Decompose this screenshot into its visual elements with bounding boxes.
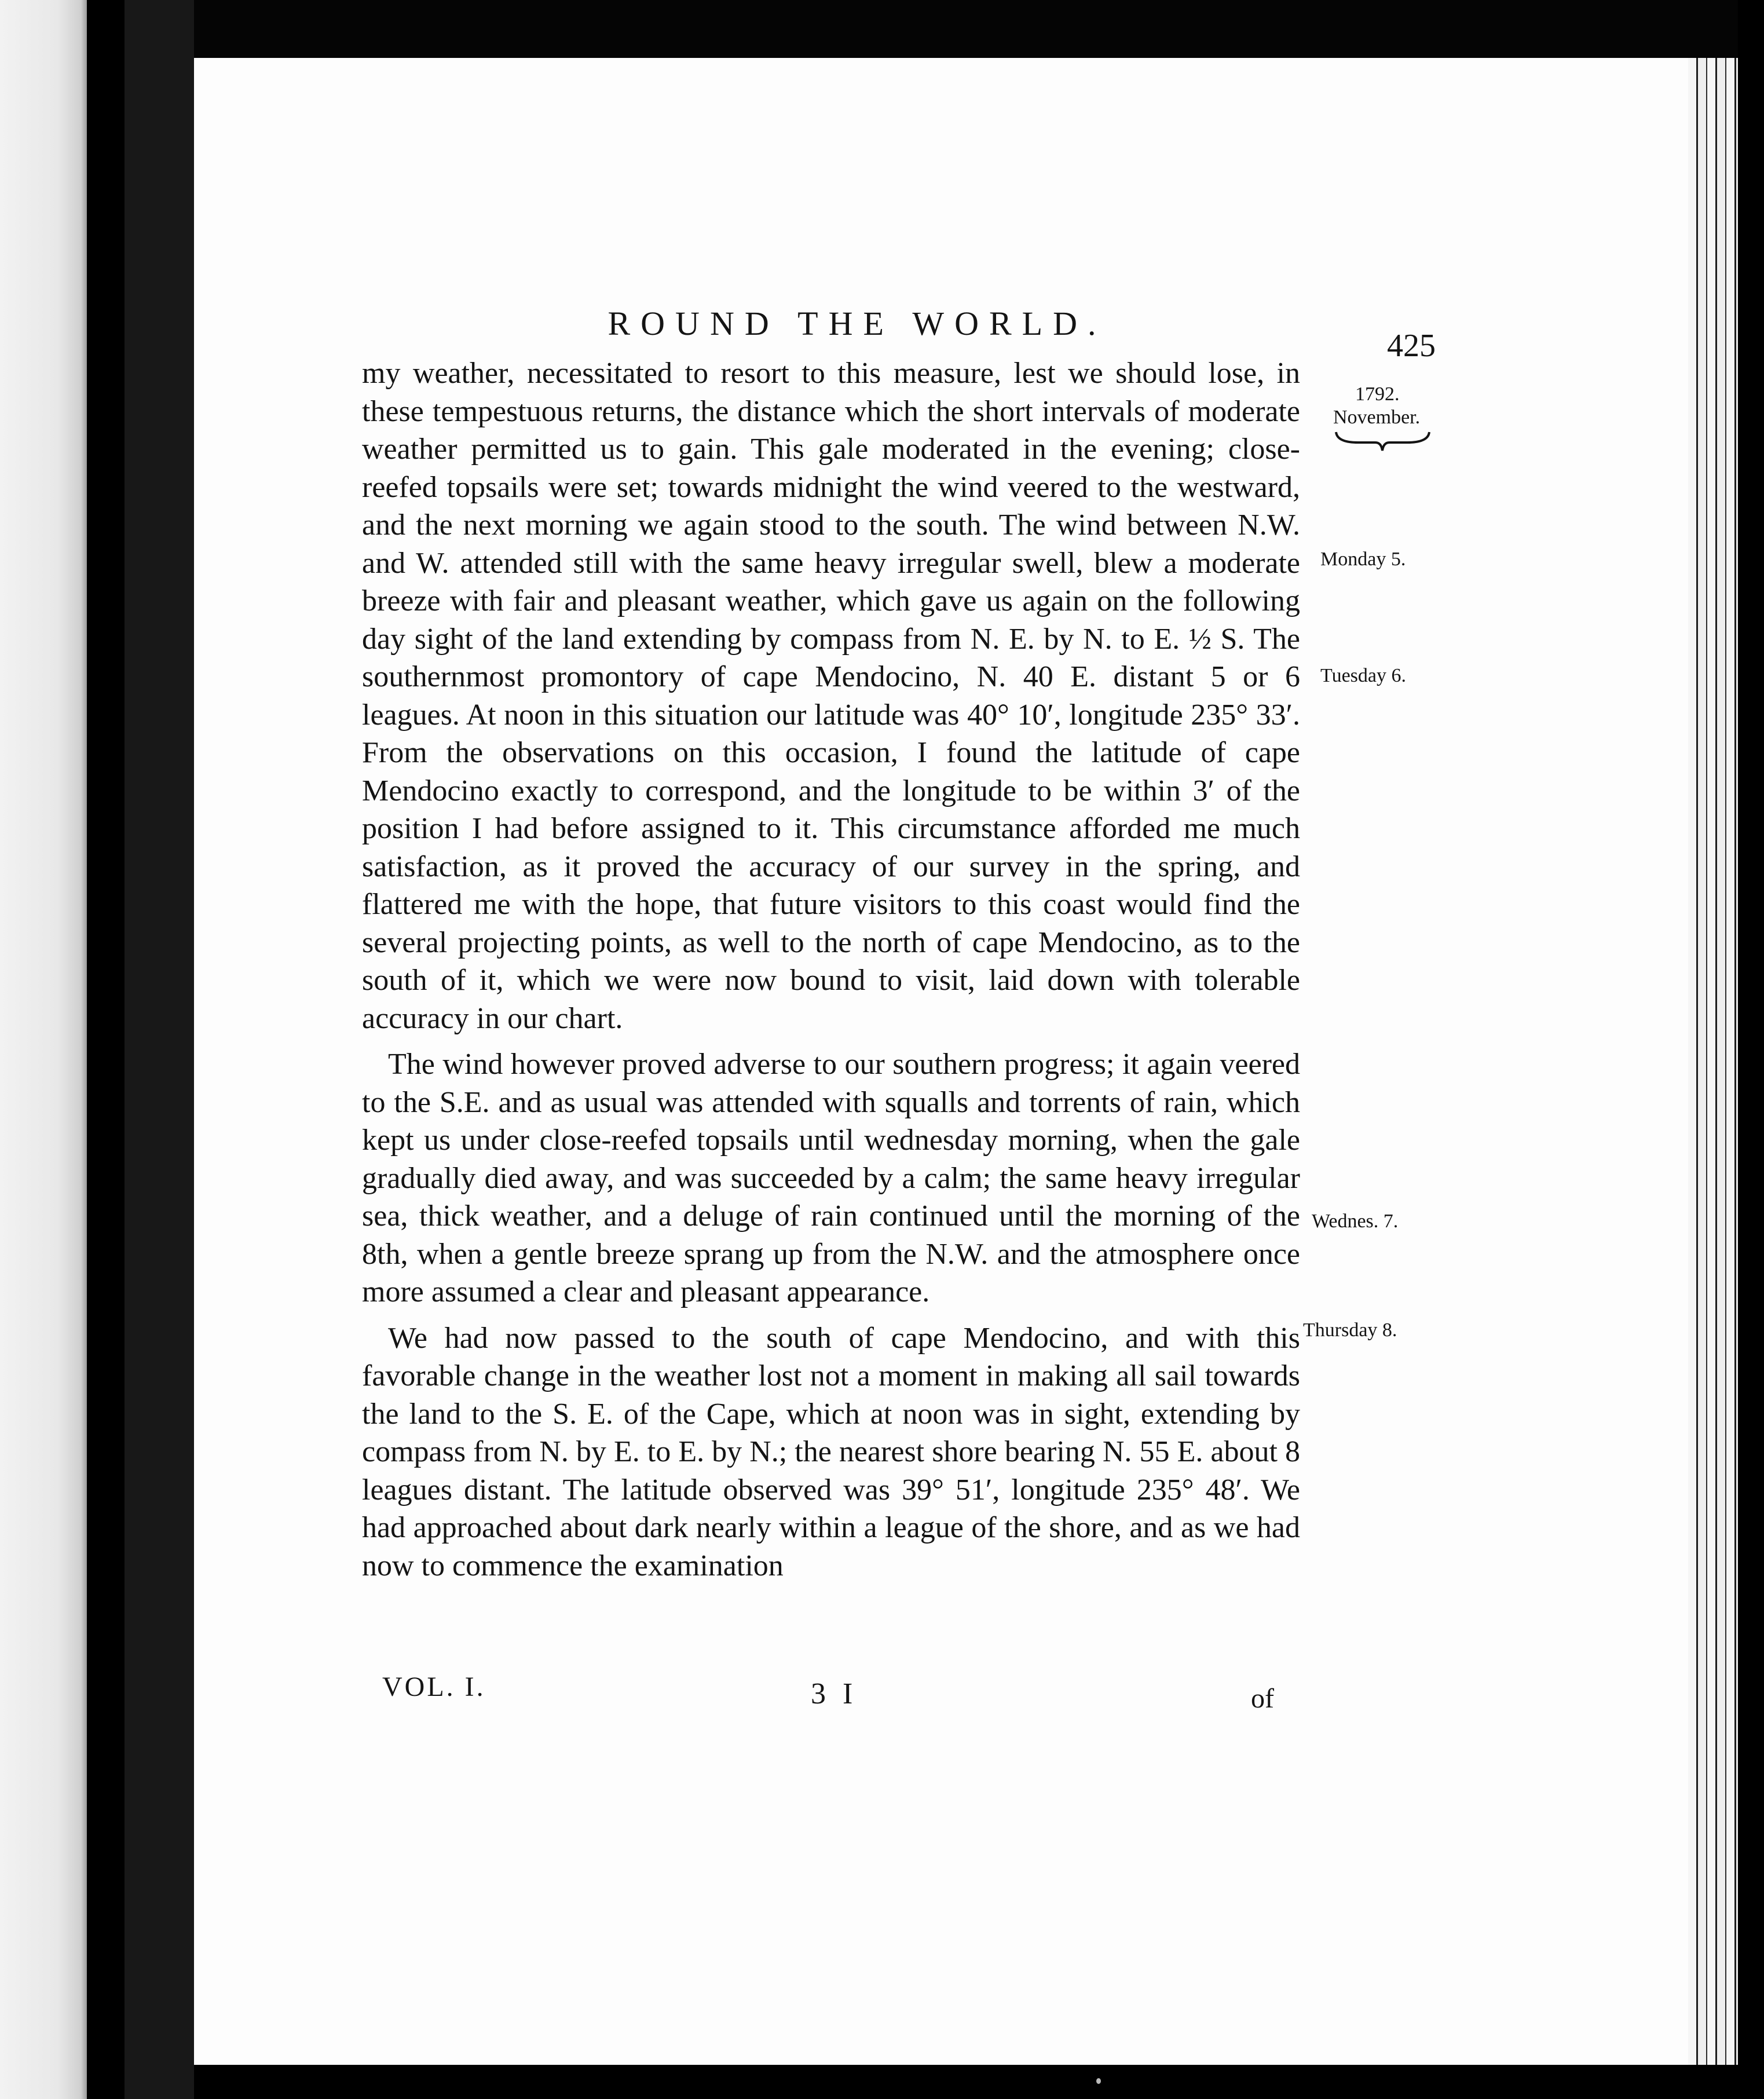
left-page-stack [0,0,87,2099]
margin-tuesday: Tuesday 6. [1320,665,1406,686]
binding-shadow [125,0,194,2099]
brace-icon [1335,430,1430,453]
margin-thursday: Thursday 8. [1303,1319,1397,1341]
body-text [362,354,1300,1585]
page-edges [1688,58,1738,2065]
margin-wednesday: Wednes. 7. [1312,1211,1399,1232]
paragraph-3: We had now passed to the south of cape Mendocino, and with this favorable change in the weather lost not a moment in making all sail towards the land to the S. E. of the Cape, which at noon was in sight, extending by compass from N. by E. to E. by N.; the nearest shore bearing N. 55 E. about 8 leagues distant. The latitude observed was 39° 51′, longitude 235° 48′. We had approached about dark nearly within a league of the shore, and as we had now to commence the examination [362,1321,1300,1582]
volume-mark: VOL. I. [382,1672,486,1702]
running-head: ROUND THE WORLD. [607,305,1107,342]
margin-year: 1792. [1355,383,1400,405]
scan-speck [1096,2078,1101,2084]
catchword: of [1251,1683,1274,1714]
signature-mark: 3 I [811,1677,858,1710]
margin-monday: Monday 5. [1320,548,1406,570]
page-number: 425 [1387,328,1436,364]
paragraph-1: my weather, necessitated to resort to this measure, lest we should lose, in these tempestuous returns, the distance which the short intervals of moderate weather permitted us to gain. This gale moderated in the evening; close-reefed topsails were set; towards midnight the wind veered to the westward, and the next morning we again stood to the south. The wind between N.W. and W. attended still with the same heavy irregular swell, blew a moderate breeze with fair and pleasant weather, which gave us again on the following day sight of the land extending by compass from N. E. by N. to E. ½ S. The southernmost promontory of cape Mendocino, N. 40 E. distant 5 or 6 leagues. At noon in this situation our latitude was 40° 10′, longitude 235° 33′. From the observations on this occasion, I found the latitude of cape Mendocino exactly to correspond, and the longitude to be within 3′ of the position I had before assigned to it. This circumstance afforded me much satisfaction, as it proved the accuracy of our survey in the spring, and flattered me with the hope, that future visitors to this coast would find the several projecting points, as well to the north of cape Mendocino, as to the south of it, which we were now bound to visit, laid down with tolerable accuracy in our chart. [362,357,1300,1035]
scan-top-shadow [194,0,1738,58]
paragraph-2: The wind however proved adverse to our southern progress; it again veered to the S.E. and as usual was attended with squalls and torrents of rain, which kept us under close-reefed topsails until wednesday morning, when the gale gradually died away, and was succeeded by a calm; the same heavy irregular sea, thick weather, and a deluge of rain continued until the morning of the 8th, when a gentle breeze sprang up from the N.W. and the atmosphere once more assumed a clear and pleasant appearance. [362,1048,1300,1308]
margin-month: November. [1333,407,1421,428]
